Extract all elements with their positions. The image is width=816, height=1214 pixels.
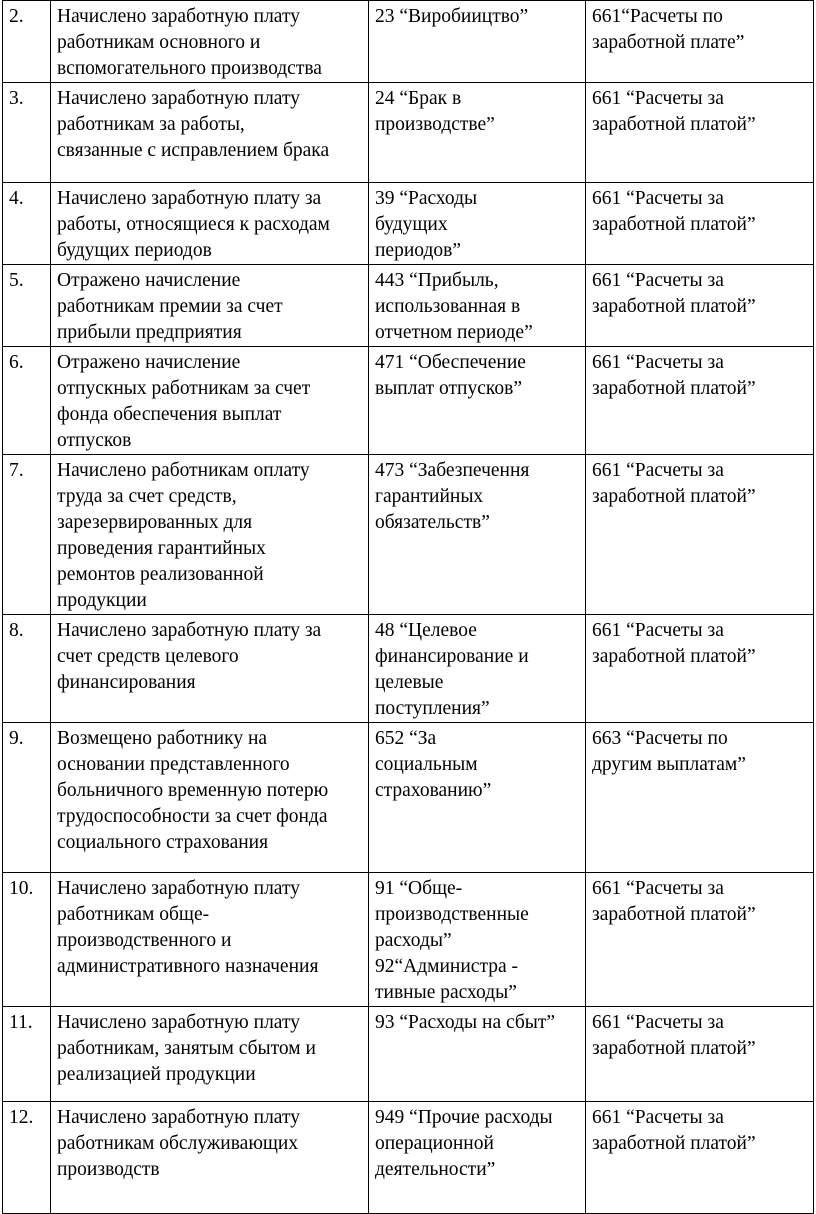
credit-account-cell	[586, 1102, 814, 1214]
entry-number-cell: 8.	[3, 615, 51, 723]
entry-description-line: производственного и	[57, 930, 232, 951]
credit-account-line: заработной платой”	[592, 486, 756, 507]
debit-account-line: 949 “Прочие расходы	[375, 1107, 553, 1128]
entry-description-line: больничного временную потерю	[57, 780, 329, 801]
credit-account-line: 661“Расчеты по	[592, 6, 723, 27]
debit-account-cell	[369, 265, 586, 347]
table-body	[3, 1, 814, 1214]
debit-account-line: финансирование и	[375, 646, 529, 667]
entry-description-cell	[51, 183, 369, 265]
entry-description-line: Начислено заработную плату за	[57, 620, 322, 641]
credit-account-line: заработной платой”	[592, 1038, 756, 1059]
entry-description-line: Начислено заработную плату	[57, 1012, 300, 1033]
entry-description-line: Отражено начисление	[57, 352, 241, 373]
credit-account-line: заработной платой”	[592, 378, 756, 399]
debit-account-line: тивные расходы”	[375, 982, 517, 1003]
credit-account-cell	[586, 183, 814, 265]
entry-description-cell	[51, 723, 369, 873]
debit-account-line: производстве”	[375, 114, 495, 135]
entry-description-line: реализацией продукции	[57, 1064, 256, 1085]
credit-account-line: 661 “Расчеты за	[592, 352, 724, 373]
credit-account-line: 661 “Расчеты за	[592, 270, 724, 291]
entry-description-line: продукции	[57, 590, 147, 611]
entry-description-cell	[51, 615, 369, 723]
entry-number-cell: 5.	[3, 265, 51, 347]
debit-account-line: отчетном периоде”	[375, 322, 533, 343]
entry-number-cell: 3.	[3, 83, 51, 183]
credit-account-cell	[586, 265, 814, 347]
credit-account-line: 661 “Расчеты за	[592, 620, 724, 641]
entry-description-line: Возмещено работнику на	[57, 728, 268, 749]
entry-description-line: Начислено заработную плату за	[57, 188, 322, 209]
entry-number-cell: 7.	[3, 455, 51, 615]
table-row	[3, 615, 814, 723]
table-row	[3, 1, 814, 83]
credit-account-cell	[586, 1007, 814, 1102]
entry-description-cell	[51, 1102, 369, 1214]
entry-number-cell: 11.	[3, 1007, 51, 1102]
debit-account-cell	[369, 723, 586, 873]
debit-account-cell	[369, 1102, 586, 1214]
entry-description-line: отпусков	[57, 430, 132, 451]
debit-account-line: социальным	[375, 754, 478, 775]
entry-description-line: вспомогательного производства	[57, 58, 322, 79]
entry-description-line: фонда обеспечения выплат	[57, 404, 282, 425]
credit-account-line: 661 “Расчеты за	[592, 460, 724, 481]
entry-number-cell: 9.	[3, 723, 51, 873]
credit-account-line: заработной платой”	[592, 114, 756, 135]
credit-account-cell	[586, 455, 814, 615]
debit-account-line: 473 “Забезпечення	[375, 460, 530, 481]
debit-account-line: расходы”	[375, 930, 452, 951]
entry-description-cell	[51, 455, 369, 615]
table-row	[3, 347, 814, 455]
entry-description-line: Начислено заработную плату	[57, 1107, 300, 1128]
debit-account-cell	[369, 873, 586, 1007]
entry-description-line: Начислено работникам оплату	[57, 460, 310, 481]
credit-account-line: 661 “Расчеты за	[592, 1107, 724, 1128]
credit-account-cell	[586, 873, 814, 1007]
entry-number-cell: 12.	[3, 1102, 51, 1214]
debit-account-cell	[369, 83, 586, 183]
debit-account-line: целевые	[375, 672, 444, 693]
entry-number-cell: 10.	[3, 873, 51, 1007]
entry-description-line: работникам обще-	[57, 904, 210, 925]
credit-account-line: заработной платой”	[592, 1133, 756, 1154]
entry-description-line: счет средств целевого	[57, 646, 239, 667]
debit-account-line: использованная в	[375, 296, 521, 317]
entry-description-cell	[51, 83, 369, 183]
table-row	[3, 83, 814, 183]
debit-account-line: будущих	[375, 214, 448, 235]
credit-account-line: 661 “Расчеты за	[592, 88, 724, 109]
credit-account-line: заработной платой”	[592, 296, 756, 317]
debit-account-cell	[369, 183, 586, 265]
entry-number-cell: 6.	[3, 347, 51, 455]
entry-description-line: работникам основного и	[57, 32, 261, 53]
debit-account-line: 471 “Обеспечение	[375, 352, 526, 373]
table-row	[3, 1007, 814, 1102]
debit-account-cell	[369, 347, 586, 455]
table-row	[3, 265, 814, 347]
table-row	[3, 723, 814, 873]
credit-account-line: 661 “Расчеты за	[592, 1012, 724, 1033]
debit-account-line: 39 “Расходы	[375, 188, 478, 209]
entry-description-line: производств	[57, 1159, 160, 1180]
debit-account-cell	[369, 1, 586, 83]
debit-account-line: 443 “Прибыль,	[375, 270, 499, 291]
credit-account-line: 663 “Расчеты по	[592, 728, 728, 749]
entry-description-line: труда за счет средств,	[57, 486, 237, 507]
credit-account-cell	[586, 615, 814, 723]
debit-account-line: 92“Администра -	[375, 956, 518, 977]
debit-account-line: 24 “Брак в	[375, 88, 462, 109]
entry-description-line: ремонтов реализованной	[57, 564, 264, 585]
debit-account-line: 91 “Обще-	[375, 878, 463, 899]
entry-description-line: отпускных работникам за счет	[57, 378, 311, 399]
debit-account-cell	[369, 615, 586, 723]
credit-account-line: другим выплатам”	[592, 754, 746, 775]
debit-account-line: 93 “Расходы на сбыт”	[375, 1012, 556, 1033]
debit-account-line: гарантийных	[375, 486, 484, 507]
table-row	[3, 183, 814, 265]
debit-account-line: поступления”	[375, 698, 490, 719]
debit-account-cell	[369, 1007, 586, 1102]
credit-account-cell	[586, 723, 814, 873]
entry-number-cell: 4.	[3, 183, 51, 265]
entry-description-line: прибыли предприятия	[57, 322, 242, 343]
entry-description-line: трудоспособности за счет фонда	[57, 806, 328, 827]
entry-description-cell	[51, 1007, 369, 1102]
credit-account-line: заработной платой”	[592, 214, 756, 235]
entry-description-line: связанные с исправлением брака	[57, 140, 330, 161]
entry-description-cell	[51, 1, 369, 83]
credit-account-line: заработной платой”	[592, 904, 756, 925]
debit-account-line: периодов”	[375, 240, 461, 261]
entry-description-line: Отражено начисление	[57, 270, 241, 291]
credit-account-line: 661 “Расчеты за	[592, 188, 724, 209]
entry-description-line: Начислено заработную плату	[57, 878, 300, 899]
entry-description-line: финансирования	[57, 672, 196, 693]
accounting-entries-table	[2, 0, 814, 1214]
entry-description-line: работы, относящиеся к расходам	[57, 214, 330, 235]
entry-description-cell	[51, 265, 369, 347]
entry-description-line: работникам за работы,	[57, 114, 245, 135]
table-row	[3, 1102, 814, 1214]
entry-description-line: социального страхования	[57, 832, 269, 853]
debit-account-cell	[369, 455, 586, 615]
debit-account-line: производственные	[375, 904, 529, 925]
entry-description-line: работникам премии за счет	[57, 296, 283, 317]
entry-description-line: зарезервированных для	[57, 512, 253, 533]
credit-account-cell	[586, 83, 814, 183]
debit-account-line: 652 “За	[375, 728, 437, 749]
entry-description-line: Начислено заработную плату	[57, 88, 300, 109]
debit-account-line: страхованию”	[375, 780, 492, 801]
entry-description-line: Начислено заработную плату	[57, 6, 300, 27]
credit-account-line: 661 “Расчеты за	[592, 878, 724, 899]
entry-description-line: работникам, занятым сбытом и	[57, 1038, 316, 1059]
entry-description-cell	[51, 873, 369, 1007]
table-row	[3, 873, 814, 1007]
credit-account-line: заработной плате”	[592, 32, 745, 53]
entry-description-line: административного назначения	[57, 956, 319, 977]
credit-account-cell	[586, 347, 814, 455]
debit-account-line: 48 “Целевое	[375, 620, 477, 641]
debit-account-line: выплат отпусков”	[375, 378, 522, 399]
entry-description-cell	[51, 347, 369, 455]
credit-account-line: заработной платой”	[592, 646, 756, 667]
entry-description-line: проведения гарантийных	[57, 538, 266, 559]
debit-account-line: 23 “Виробиицтво”	[375, 6, 529, 27]
debit-account-line: деятельности”	[375, 1159, 496, 1180]
credit-account-cell	[586, 1, 814, 83]
debit-account-line: операционной	[375, 1133, 494, 1154]
debit-account-line: обязательств”	[375, 512, 490, 533]
entry-number-cell: 2.	[3, 1, 51, 83]
table-row	[3, 455, 814, 615]
entry-description-line: работникам обслуживающих	[57, 1133, 299, 1154]
entry-description-line: будущих периодов	[57, 240, 212, 261]
entry-description-line: основании представленного	[57, 754, 290, 775]
